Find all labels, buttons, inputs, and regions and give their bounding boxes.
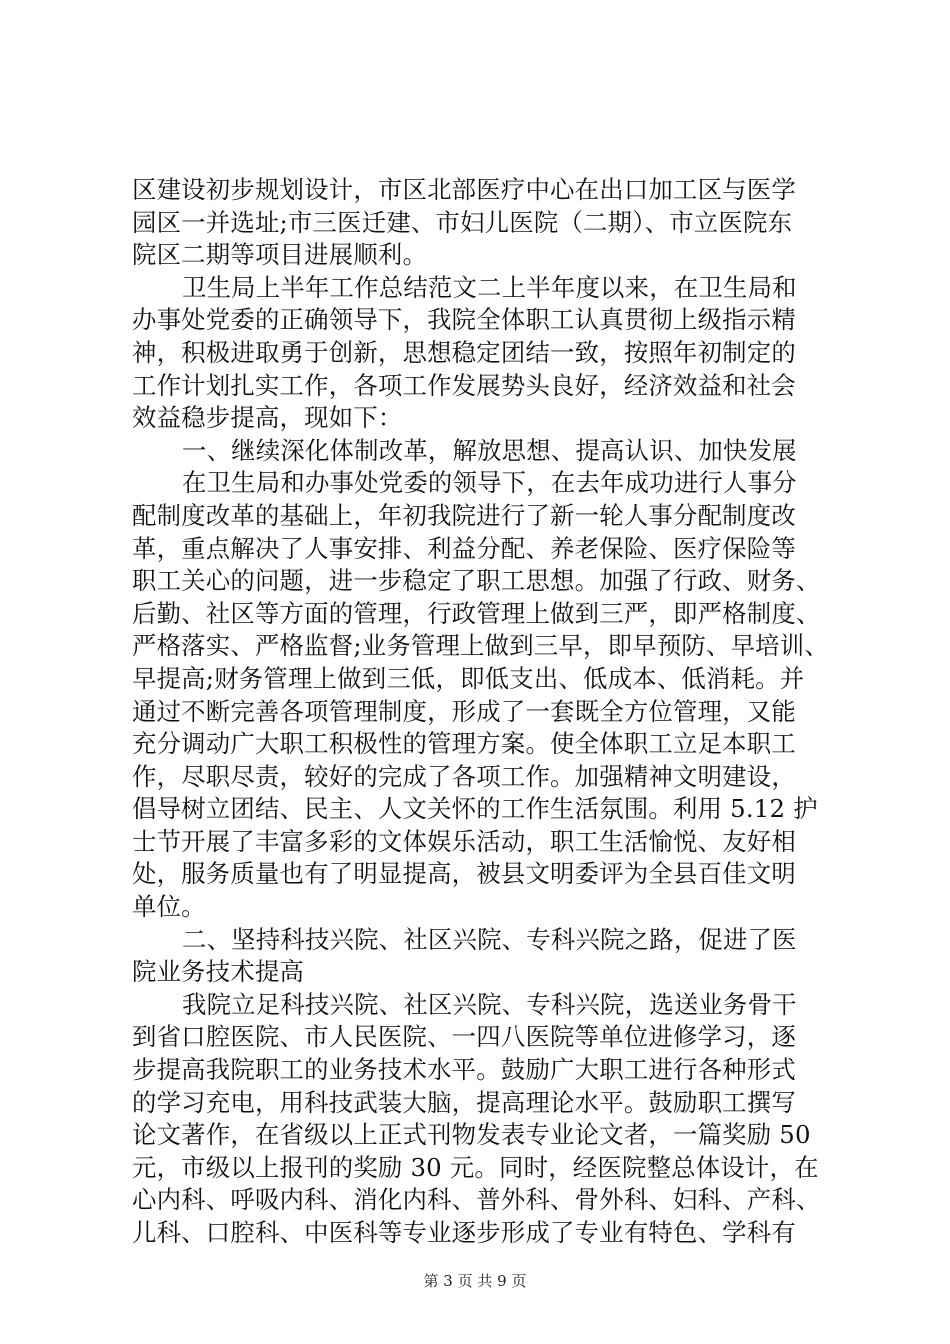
page-footer: 第 3 页 共 9 页 — [423, 1272, 527, 1290]
text-line: 配制度改革的基础上，年初我院进行了新一轮人事分配制度改 — [132, 500, 796, 530]
text-line: 心内科、呼吸内科、消化内科、普外科、骨外科、妇科、产科、 — [132, 1185, 821, 1215]
text-line: 院区二期等项目进展顺利。 — [132, 240, 428, 270]
text-line: 作，尽职尽责，较好的完成了各项工作。加强精神文明建设， — [132, 761, 796, 791]
text-line: 士节开展了丰富多彩的文体娱乐活动，职工生活愉悦、友好相 — [132, 826, 796, 856]
text-line: 园区一并选址;市三医迁建、市妇儿医院（二期）、市立医院东 — [132, 207, 793, 237]
text-line: 后勤、社区等方面的管理，行政管理上做到三严，即严格制度、 — [132, 598, 821, 628]
text-line: 儿科、口腔科、中医科等专业逐步形成了专业有特色、学科有 — [132, 1218, 796, 1247]
text-line: 院业务技术提高 — [132, 957, 305, 987]
text-line: 处，服务质量也有了明显提高，被县文明委评为全县百佳文明 — [132, 859, 796, 889]
text-line: 严格落实、严格监督;业务管理上做到三早，即早预防、早培训、 — [132, 631, 829, 661]
text-line: 到省口腔医院、市人民医院、一四八医院等单位进修学习，逐 — [132, 1022, 796, 1052]
text-line: 倡导树立团结、民主、人文关怀的工作生活氛围。利用 5.12 护 — [132, 794, 818, 824]
text-line: 早提高;财务管理上做到三低，即低支出、低成本、低消耗。并 — [132, 663, 805, 693]
text-line: 的学习充电，用科技武装大脑，提高理论水平。鼓励职工撰写 — [132, 1087, 796, 1117]
text-line: 办事处党委的正确领导下，我院全体职工认真贯彻上级指示精 — [132, 305, 796, 335]
text-line: 单位。 — [132, 892, 206, 922]
text-line: 我院立足科技兴院、社区兴院、专科兴院，选送业务骨干 — [182, 989, 797, 1019]
text-line: 效益稳步提高，现如下： — [132, 403, 403, 433]
document-body — [132, 174, 832, 1250]
text-line: 职工关心的问题，进一步稳定了职工思想。加强了行政、财务、 — [132, 566, 821, 596]
text-line: 在卫生局和办事处党委的领导下，在去年成功进行人事分 — [182, 468, 797, 498]
text-line: 元，市级以上报刊的奖励 30 元。同时，经医院整总体设计，在 — [132, 1152, 819, 1182]
text-line: 革，重点解决了人事安排、利益分配、养老保险、医疗保险等 — [132, 533, 796, 563]
text-line: 卫生局上半年工作总结范文二上半年度以来，在卫生局和 — [182, 272, 797, 302]
text-line: 充分调动广大职工积极性的管理方案。使全体职工立足本职工 — [132, 729, 796, 759]
text-line: 步提高我院职工的业务技术水平。鼓励广大职工进行各种形式 — [132, 1055, 796, 1085]
text-line: 区建设初步规划设计，市区北部医疗中心在出口加工区与医学 — [132, 175, 796, 204]
text-line: 一、继续深化体制改革，解放思想、提高认识、加快发展 — [182, 435, 797, 465]
text-line: 神，积极进取勇于创新，思想稳定团结一致，按照年初制定的 — [132, 337, 796, 367]
text-line: 论文著作，在省级以上正式刊物发表专业论文者，一篇奖励 50 — [132, 1120, 811, 1150]
text-line: 二、坚持科技兴院、社区兴院、专科兴院之路，促进了医 — [182, 924, 797, 954]
text-line: 工作计划扎实工作，各项工作发展势头良好，经济效益和社会 — [132, 370, 796, 400]
text-line: 通过不断完善各项管理制度，形成了一套既全方位管理，又能 — [132, 696, 796, 726]
